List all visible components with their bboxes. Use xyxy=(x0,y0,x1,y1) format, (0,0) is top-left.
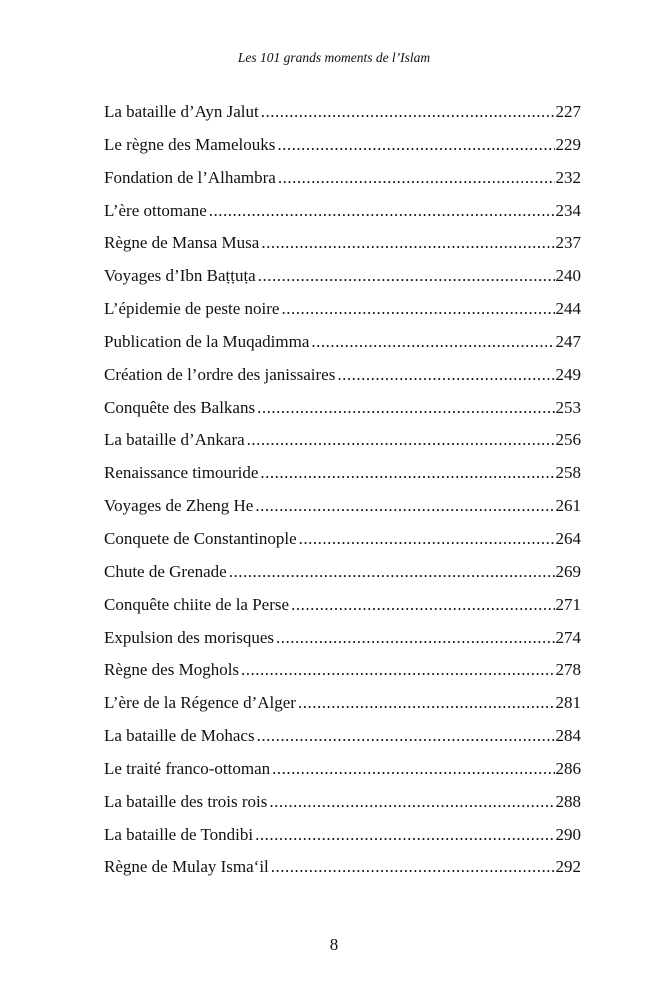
dot-leader xyxy=(241,660,554,680)
toc-entry xyxy=(104,430,581,463)
toc-entry-title: Règne de Mulay Isma‘il xyxy=(104,857,269,877)
toc-entry xyxy=(104,562,581,595)
toc-entry-page: 264 xyxy=(555,528,581,548)
dot-leader xyxy=(299,529,555,549)
toc-entry-title: Chute de Grenade xyxy=(104,561,227,581)
toc-entry-title: Le règne des Mamelouks xyxy=(104,134,276,154)
running-head: Les 101 grands moments de l’Islam xyxy=(237,50,431,65)
toc-entry xyxy=(104,463,581,496)
dot-leader xyxy=(261,233,554,253)
toc-entry xyxy=(104,365,581,398)
dot-leader xyxy=(276,628,555,648)
toc-entry-page: 234 xyxy=(555,200,581,220)
toc-entry-page: 229 xyxy=(555,134,581,154)
toc-entry xyxy=(104,135,581,168)
toc-entry-page: 290 xyxy=(555,824,581,844)
toc-entry-page: 249 xyxy=(555,364,581,384)
toc-entry-title: Renaissance timouride xyxy=(104,463,259,483)
dot-leader xyxy=(261,102,555,122)
toc-entry-title: La bataille d’Ankara xyxy=(104,430,245,450)
toc-entry xyxy=(104,595,581,628)
toc-entry-title: Voyages d’Ibn Baṭṭuṭa xyxy=(104,266,256,286)
toc-entry xyxy=(104,102,581,135)
dot-leader xyxy=(257,398,554,418)
toc-entry-page: 261 xyxy=(555,496,581,516)
dot-leader xyxy=(257,726,555,746)
dot-leader xyxy=(281,299,554,319)
toc-entry-title: Règne des Moghols xyxy=(104,660,240,680)
dot-leader xyxy=(209,201,555,221)
toc-entry xyxy=(104,201,581,234)
toc-entry xyxy=(104,660,581,693)
dot-leader xyxy=(311,332,554,352)
page-number: 8 xyxy=(329,935,339,954)
toc-entry xyxy=(104,628,581,661)
dot-leader xyxy=(247,430,555,450)
dot-leader xyxy=(337,365,554,385)
toc-entry-page: 227 xyxy=(555,102,581,121)
toc-entry-title: La bataille d’Ayn Jalut xyxy=(104,102,259,121)
dot-leader xyxy=(255,825,554,845)
toc-entry-page: 244 xyxy=(555,299,581,319)
dot-leader xyxy=(298,693,555,713)
toc-entry-page: 237 xyxy=(555,233,581,253)
toc-entry xyxy=(104,825,581,858)
dot-leader xyxy=(291,595,554,615)
toc-entry-page: 288 xyxy=(555,791,581,811)
toc-entry-title: L’ère de la Régence d’Alger xyxy=(104,693,296,713)
dot-leader xyxy=(277,135,554,155)
dot-leader xyxy=(269,792,554,812)
toc-entry-title: La bataille de Mohacs xyxy=(104,726,255,746)
toc-entry-page: 256 xyxy=(555,430,581,450)
toc-entry-title: La bataille de Tondibi xyxy=(104,824,254,844)
toc-entry-page: 284 xyxy=(555,726,581,746)
toc-entry-title: Règne de Mansa Musa xyxy=(104,233,260,253)
toc-entry-page: 286 xyxy=(555,758,581,778)
toc-entry-title: Conquête des Balkans xyxy=(104,397,256,417)
toc-entry xyxy=(104,299,581,332)
toc-entry-page: 271 xyxy=(555,594,581,614)
toc-entry xyxy=(104,496,581,529)
toc-entry xyxy=(104,759,581,792)
toc-entry xyxy=(104,693,581,726)
toc-entry-page: 278 xyxy=(555,660,581,680)
toc-entry-title: Conquête chiite de la Perse xyxy=(104,594,290,614)
toc-entry xyxy=(104,398,581,431)
toc-entry-page: 240 xyxy=(555,266,581,286)
toc-entry xyxy=(104,857,581,890)
toc-entry-title: L’ère ottomane xyxy=(104,200,207,220)
toc-entry-title: Le traité franco-ottoman xyxy=(104,758,271,778)
toc-entry xyxy=(104,168,581,201)
toc-entry-page: 292 xyxy=(555,857,581,877)
toc-entry-title: L’épidemie de peste noire xyxy=(104,299,280,319)
toc-entry xyxy=(104,332,581,365)
dot-leader xyxy=(260,463,554,483)
toc-entry xyxy=(104,233,581,266)
toc-entry-title: La bataille des trois rois xyxy=(104,791,268,811)
toc-entry xyxy=(104,529,581,562)
toc-entry-page: 232 xyxy=(555,167,581,187)
dot-leader xyxy=(229,562,555,582)
toc-entry-title: Voyages de Zheng He xyxy=(104,496,254,516)
table-of-contents xyxy=(104,102,581,890)
toc-entry xyxy=(104,266,581,299)
dot-leader xyxy=(271,857,555,877)
toc-entry xyxy=(104,792,581,825)
toc-entry-page: 253 xyxy=(555,397,581,417)
toc-entry-page: 269 xyxy=(555,561,581,581)
toc-entry-page: 247 xyxy=(555,331,581,351)
dot-leader xyxy=(272,759,554,779)
dot-leader xyxy=(258,266,555,286)
toc-entry-title: Création de l’ordre des janissaires xyxy=(104,364,336,384)
toc-entry-title: Expulsion des morisques xyxy=(104,627,274,647)
toc-entry xyxy=(104,726,581,759)
toc-entry-page: 281 xyxy=(555,693,581,713)
toc-entry-title: Fondation de l’Alhambra xyxy=(104,167,276,187)
toc-entry-title: Conquete de Constantinople xyxy=(104,528,297,548)
toc-entry-page: 274 xyxy=(555,627,581,647)
dot-leader xyxy=(278,168,555,188)
dot-leader xyxy=(255,496,554,516)
toc-entry-title: Publication de la Muqadimma xyxy=(104,331,310,351)
toc-entry-page: 258 xyxy=(555,463,581,483)
